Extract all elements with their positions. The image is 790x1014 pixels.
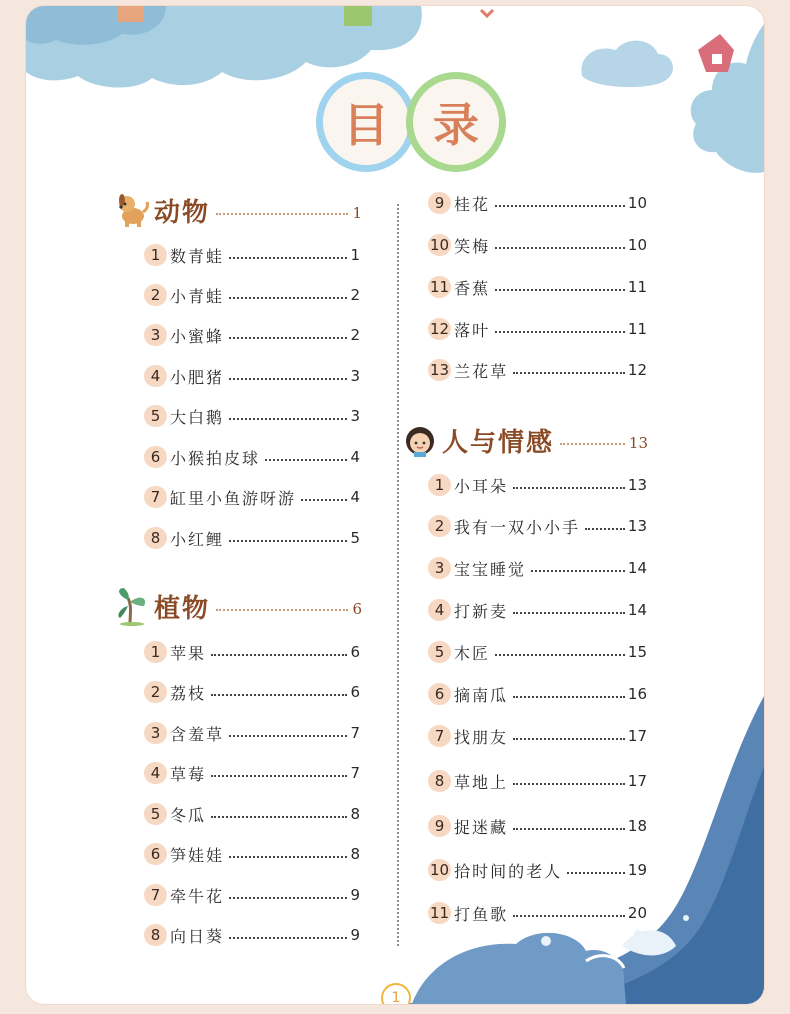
entry-page: 2 xyxy=(350,326,360,344)
entry-number-badge: 1 xyxy=(144,641,167,663)
entry-page: 10 xyxy=(627,236,647,254)
entry-title: 笋娃娃 xyxy=(170,845,225,865)
entry-page: 13 xyxy=(627,517,647,535)
toc-entry[interactable] xyxy=(428,597,647,623)
entry-number-badge: 3 xyxy=(428,557,451,579)
entry-page: 2 xyxy=(350,286,360,304)
leader-dots xyxy=(229,735,347,737)
tree-icon xyxy=(112,586,152,626)
entry-number-badge: 5 xyxy=(428,641,451,663)
toc-entry[interactable] xyxy=(428,639,647,665)
entry-title: 打新麦 xyxy=(454,601,509,621)
toc-entry[interactable] xyxy=(144,679,360,705)
section-animals-header[interactable] xyxy=(112,190,362,230)
toc-entry[interactable] xyxy=(144,444,360,470)
entry-title: 数青蛙 xyxy=(170,246,225,266)
entry-number-badge: 2 xyxy=(144,681,167,703)
entry-page: 17 xyxy=(627,772,647,790)
leader-dots xyxy=(567,872,625,874)
entry-page: 4 xyxy=(350,448,360,466)
entry-title: 小青蛙 xyxy=(170,286,225,306)
entry-title: 大白鹅 xyxy=(170,407,225,427)
entry-page: 19 xyxy=(627,861,647,879)
entry-title: 桂花 xyxy=(454,194,491,214)
entry-page: 14 xyxy=(627,601,647,619)
toc-entry[interactable] xyxy=(144,242,360,268)
section-page: 13 xyxy=(628,434,648,452)
section-title: 人与情感 xyxy=(442,427,555,458)
leader-dots xyxy=(495,205,625,207)
leader-dots xyxy=(229,257,347,259)
section-title: 动物 xyxy=(154,197,211,228)
entry-number-badge: 11 xyxy=(430,904,450,922)
leader-dots xyxy=(513,372,625,374)
leader-dots xyxy=(229,540,347,542)
toc-entry[interactable] xyxy=(428,555,647,581)
entry-number-badge: 1 xyxy=(428,474,451,496)
leader-dots xyxy=(495,247,625,249)
dog-icon xyxy=(112,190,152,230)
entry-number-badge: 12 xyxy=(430,320,450,338)
toc-entry[interactable] xyxy=(144,363,360,389)
entry-number-badge: 10 xyxy=(430,861,450,879)
leader-dots xyxy=(265,459,347,461)
entry-title: 含羞草 xyxy=(170,724,225,744)
toc-entry[interactable] xyxy=(144,841,360,867)
entry-page: 6 xyxy=(350,683,360,701)
section-page: 1 xyxy=(352,204,362,222)
toc-entry[interactable] xyxy=(144,525,360,551)
entry-number-badge: 2 xyxy=(144,284,167,306)
leader-dots xyxy=(211,775,347,777)
entry-number-badge: 10 xyxy=(430,236,450,254)
entry-title: 拾时间的老人 xyxy=(454,861,563,881)
entry-title: 宝宝睡觉 xyxy=(454,559,527,579)
entry-title: 苹果 xyxy=(170,643,207,663)
entry-number-badge: 6 xyxy=(144,446,167,468)
entry-title: 我有一双小小手 xyxy=(454,517,581,537)
toc-entry[interactable] xyxy=(428,472,647,498)
entry-page: 13 xyxy=(627,476,647,494)
toc-title xyxy=(316,72,506,172)
toc-entry[interactable] xyxy=(144,484,360,510)
leader-dots xyxy=(513,738,625,740)
entry-page: 1 xyxy=(350,246,360,264)
leader-dots xyxy=(513,828,625,830)
entry-title: 荔枝 xyxy=(170,683,207,703)
leader-dots xyxy=(229,378,347,380)
leader-dots xyxy=(513,612,625,614)
entry-page: 8 xyxy=(350,845,360,863)
leader-dots xyxy=(211,654,347,656)
entry-title: 木匠 xyxy=(454,643,491,663)
toc-entry[interactable] xyxy=(144,639,360,665)
entry-page: 20 xyxy=(627,904,647,922)
leader-dots xyxy=(229,897,347,899)
entry-number-badge: 2 xyxy=(428,515,451,537)
entry-page: 18 xyxy=(627,817,647,835)
leader-dots xyxy=(585,528,625,530)
section-people-header[interactable] xyxy=(400,420,648,460)
page-number: 1 xyxy=(381,983,411,1004)
leader-dots xyxy=(216,213,348,215)
entry-title: 兰花草 xyxy=(454,361,509,381)
section-plants-header[interactable] xyxy=(112,586,362,626)
toc-entry[interactable] xyxy=(144,760,360,786)
toc-entry[interactable] xyxy=(144,282,360,308)
toc-entry[interactable] xyxy=(428,190,647,216)
entry-number-badge: 1 xyxy=(144,244,167,266)
entry-number-badge: 13 xyxy=(430,361,450,379)
entry-page: 3 xyxy=(350,407,360,425)
entry-page: 3 xyxy=(350,367,360,385)
entry-title: 草地上 xyxy=(454,772,509,792)
entry-number-badge: 5 xyxy=(144,803,167,825)
entry-number-badge: 8 xyxy=(144,924,167,946)
entry-page: 12 xyxy=(627,361,647,379)
entry-title: 小蜜蜂 xyxy=(170,326,225,346)
entry-page: 5 xyxy=(350,529,360,547)
top-right-cloud-illustration xyxy=(581,24,764,173)
toc-entry[interactable] xyxy=(428,813,647,839)
toc-entry[interactable] xyxy=(428,681,647,707)
girl-face-icon xyxy=(400,420,440,460)
leader-dots xyxy=(560,443,625,445)
toc-page xyxy=(26,6,764,1004)
leader-dots xyxy=(229,297,347,299)
entry-number-badge: 4 xyxy=(144,365,167,387)
entry-number-badge: 7 xyxy=(144,486,167,508)
entry-title: 小红鲤 xyxy=(170,529,225,549)
leader-dots xyxy=(229,937,347,939)
entry-title: 向日葵 xyxy=(170,926,225,946)
entry-number-badge: 9 xyxy=(428,192,451,214)
entry-title: 摘南瓜 xyxy=(454,685,509,705)
column-divider xyxy=(397,204,399,946)
toc-entry[interactable] xyxy=(144,322,360,348)
toc-entry[interactable] xyxy=(144,882,360,908)
section-page: 6 xyxy=(352,600,362,618)
entry-number-badge: 6 xyxy=(144,843,167,865)
toc-entry[interactable] xyxy=(144,403,360,429)
leader-dots xyxy=(216,609,348,611)
entry-title: 小肥猪 xyxy=(170,367,225,387)
entry-title: 落叶 xyxy=(454,320,491,340)
entry-title: 小猴拍皮球 xyxy=(170,448,261,468)
entry-page: 11 xyxy=(627,278,647,296)
entry-number-badge: 3 xyxy=(144,722,167,744)
entry-title: 冬瓜 xyxy=(170,805,207,825)
entry-page: 17 xyxy=(627,727,647,745)
toc-entry[interactable] xyxy=(428,723,647,749)
entry-page: 16 xyxy=(627,685,647,703)
entry-page: 8 xyxy=(350,805,360,823)
toc-entry[interactable] xyxy=(428,274,647,300)
entry-number-badge: 3 xyxy=(144,324,167,346)
entry-title: 牵牛花 xyxy=(170,886,225,906)
entry-title: 捉迷藏 xyxy=(454,817,509,837)
entry-number-badge: 7 xyxy=(428,725,451,747)
toc-entry[interactable] xyxy=(144,801,360,827)
entry-page: 9 xyxy=(350,886,360,904)
entry-title: 小耳朵 xyxy=(454,476,509,496)
leader-dots xyxy=(229,856,347,858)
entry-page: 10 xyxy=(627,194,647,212)
toc-entry[interactable] xyxy=(144,720,360,746)
title-char-1: 目 xyxy=(316,72,416,172)
entry-number-badge: 8 xyxy=(144,527,167,549)
leader-dots xyxy=(211,694,347,696)
leader-dots xyxy=(495,654,625,656)
leader-dots xyxy=(211,816,347,818)
toc-entry[interactable] xyxy=(428,357,647,383)
toc-entry[interactable] xyxy=(144,922,360,948)
entry-title: 打鱼歌 xyxy=(454,904,509,924)
title-char-2: 录 xyxy=(406,72,506,172)
leader-dots xyxy=(513,487,625,489)
leader-dots xyxy=(531,570,625,572)
toc-entry[interactable] xyxy=(428,900,647,926)
toc-entry[interactable] xyxy=(428,232,647,258)
leader-dots xyxy=(495,289,625,291)
section-title: 植物 xyxy=(154,593,211,624)
leader-dots xyxy=(301,499,347,501)
entry-number-badge: 4 xyxy=(144,762,167,784)
entry-page: 4 xyxy=(350,488,360,506)
entry-title: 笑梅 xyxy=(454,236,491,256)
entry-page: 7 xyxy=(350,724,360,742)
entry-page: 9 xyxy=(350,926,360,944)
entry-page: 11 xyxy=(627,320,647,338)
leader-dots xyxy=(513,696,625,698)
entry-number-badge: 8 xyxy=(428,770,451,792)
toc-entry[interactable] xyxy=(428,513,647,539)
leader-dots xyxy=(495,331,625,333)
entry-title: 香蕉 xyxy=(454,278,491,298)
entry-number-badge: 5 xyxy=(144,405,167,427)
toc-entry[interactable] xyxy=(428,857,647,883)
entry-number-badge: 11 xyxy=(430,278,450,296)
leader-dots xyxy=(229,418,347,420)
toc-entry[interactable] xyxy=(428,316,647,342)
entry-page: 14 xyxy=(627,559,647,577)
entry-number-badge: 4 xyxy=(428,599,451,621)
entry-title: 缸里小鱼游呀游 xyxy=(170,488,297,508)
leader-dots xyxy=(229,337,347,339)
toc-entry[interactable] xyxy=(428,768,647,794)
entry-title: 找朋友 xyxy=(454,727,509,747)
entry-page: 7 xyxy=(350,764,360,782)
entry-number-badge: 7 xyxy=(144,884,167,906)
entry-number-badge: 6 xyxy=(428,683,451,705)
leader-dots xyxy=(513,915,625,917)
leader-dots xyxy=(513,783,625,785)
entry-title: 草莓 xyxy=(170,764,207,784)
entry-number-badge: 9 xyxy=(428,815,451,837)
entry-page: 15 xyxy=(627,643,647,661)
entry-page: 6 xyxy=(350,643,360,661)
